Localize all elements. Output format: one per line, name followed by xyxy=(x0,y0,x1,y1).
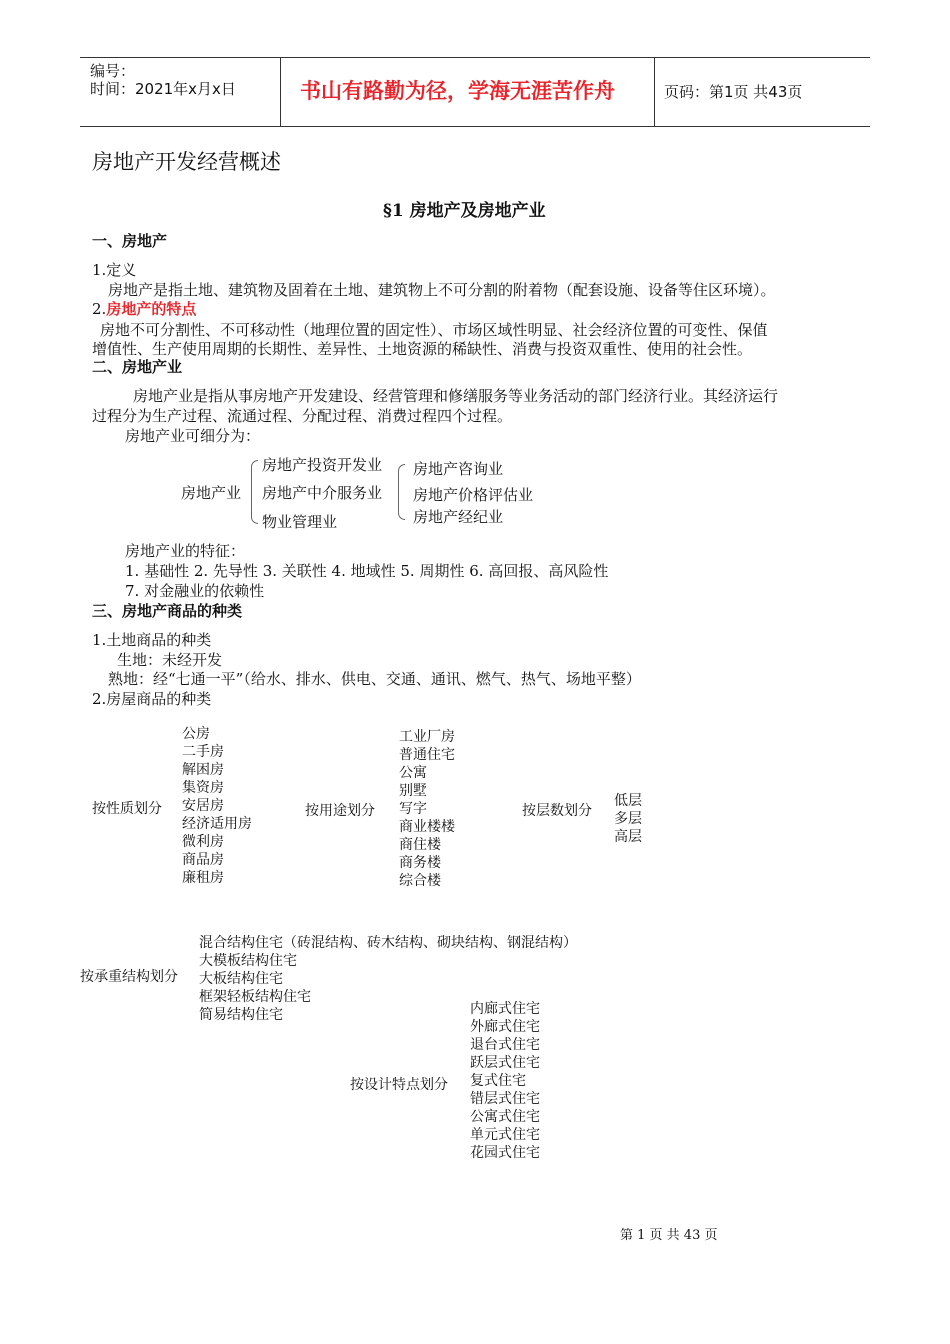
list-item: 混合结构住宅（砖混结构、砖木结构、砌块结构、钢混结构） xyxy=(199,935,577,951)
left-brace xyxy=(398,464,405,520)
features-text-line: 增值性、生产使用周期的长期性、差异性、土地资源的稀缺性、消费与投资双重性、使用的社会性。 xyxy=(92,340,753,358)
industry-features-label: 房地产业的特征： xyxy=(125,542,246,560)
doc-title: 房地产开发经营概述 xyxy=(92,150,281,174)
list-item: 普通住宅 xyxy=(399,747,455,763)
list-item: 工业厂房 xyxy=(399,729,455,745)
features-heading: 2.房地产的特点 xyxy=(92,300,197,318)
list-item: 微利房 xyxy=(182,834,224,850)
motto: 书山有路勤为径，学海无涯苦作舟 xyxy=(300,79,615,103)
list-item: 别墅 xyxy=(399,783,427,799)
header-divider xyxy=(654,58,655,126)
list-item: 内廊式住宅 xyxy=(470,1001,540,1017)
nature-list xyxy=(182,725,252,887)
list-item: 外廊式住宅 xyxy=(470,1019,540,1035)
industry-paragraph-line: 过程分为生产过程、流通过程、分配过程、消费过程四个过程。 xyxy=(92,407,513,425)
list-item: 经济适用房 xyxy=(182,816,252,832)
land-types-label: 1.土地商品的种类 xyxy=(92,631,212,649)
left-brace xyxy=(251,460,258,524)
chapter-title: §1 房地产及房地产业 xyxy=(383,201,546,221)
list-item: 廉租房 xyxy=(182,870,224,886)
list-item: 简易结构住宅 xyxy=(199,1007,283,1023)
list-item: 低层 xyxy=(614,793,642,809)
list-item: 花园式住宅 xyxy=(470,1145,540,1161)
list-item: 安居房 xyxy=(182,798,224,814)
list-item: 商品房 xyxy=(182,852,224,868)
list-item: 错层式住宅 xyxy=(470,1091,540,1107)
list-item: 二手房 xyxy=(182,744,224,760)
page-info: 页码：第1页 共43页 xyxy=(664,83,803,101)
list-item: 解困房 xyxy=(182,762,224,778)
list-item: 单元式住宅 xyxy=(470,1127,540,1143)
classification-label: 按性质划分 xyxy=(92,801,162,817)
number-label: 编号： xyxy=(90,62,136,80)
header-divider xyxy=(280,58,281,126)
date-line: 时间：2021年x月x日 xyxy=(90,80,236,98)
industry-paragraph-line: 房地产业是指从事房地产开发建设、经营管理和修缮服务等业务活动的部门经济行业。其经济运行 xyxy=(133,387,779,405)
definition-label: 1.定义 xyxy=(92,261,137,279)
definition-text: 房地产是指土地、建筑物及固着在土地、建筑物上不可分割的附着物（配套设施、设备等住区环境）。 xyxy=(108,281,776,299)
list-item: 退台式住宅 xyxy=(470,1037,540,1053)
list-item: 公房 xyxy=(182,726,210,742)
list-item: 多层 xyxy=(614,811,642,827)
list-item: 商住楼 xyxy=(399,837,441,853)
tree-node: 物业管理业 xyxy=(262,513,338,531)
tree-root: 房地产业 xyxy=(181,484,242,502)
section-heading: 一、房地产 xyxy=(92,232,168,250)
features-text-line: 房地不可分割性、不可移动性（地理位置的固定性）、市场区域性明显、社会经济位置的可变性、保值 xyxy=(100,321,768,339)
tree-node: 房地产中介服务业 xyxy=(262,484,383,502)
list-item: 写字 xyxy=(399,801,427,817)
list-item: 综合楼 xyxy=(399,873,441,889)
classification-label: 按层数划分 xyxy=(522,803,592,819)
list-item: 公寓式住宅 xyxy=(470,1109,540,1125)
classification-label: 按用途划分 xyxy=(305,803,375,819)
list-item: 复式住宅 xyxy=(470,1073,526,1089)
list-item: 大板结构住宅 xyxy=(199,971,283,987)
tree-subnode: 房地产价格评估业 xyxy=(413,486,534,504)
house-types-label: 2.房屋商品的种类 xyxy=(92,690,212,708)
subdivide-label: 房地产业可细分为： xyxy=(125,427,261,445)
tree-subnode: 房地产咨询业 xyxy=(413,460,504,478)
industry-features-line: 7. 对金融业的依赖性 xyxy=(125,582,265,600)
use-list xyxy=(399,728,455,890)
list-item: 公寓 xyxy=(399,765,427,781)
list-item: 大模板结构住宅 xyxy=(199,953,297,969)
list-item: 跃层式住宅 xyxy=(470,1055,540,1071)
tree-subnode: 房地产经纪业 xyxy=(413,508,504,526)
raw-land: 生地：未经开发 xyxy=(117,651,223,669)
list-item: 框架轻板结构住宅 xyxy=(199,989,311,1005)
list-item: 集资房 xyxy=(182,780,224,796)
page-footer: 第 1 页 共 43 页 xyxy=(620,1228,718,1243)
developed-land: 熟地：经“七通一平”（给水、排水、供电、交通、通讯、燃气、热气、场地平整） xyxy=(108,670,641,688)
classification-label: 按设计特点划分 xyxy=(350,1077,448,1093)
list-item: 商业楼楼 xyxy=(399,819,455,835)
tree-node: 房地产投资开发业 xyxy=(262,456,383,474)
section-heading: 二、房地产业 xyxy=(92,358,183,376)
list-item: 高层 xyxy=(614,829,642,845)
section-heading: 三、房地产商品的种类 xyxy=(92,602,243,620)
design-list xyxy=(470,1000,540,1162)
classification-label: 按承重结构划分 xyxy=(80,969,178,985)
floors-list xyxy=(614,792,642,846)
industry-features-line: 1. 基础性 2. 先导性 3. 关联性 4. 地域性 5. 周期性 6. 高回报、高风险性 xyxy=(125,562,609,580)
header-table xyxy=(80,57,870,127)
list-item: 商务楼 xyxy=(399,855,441,871)
